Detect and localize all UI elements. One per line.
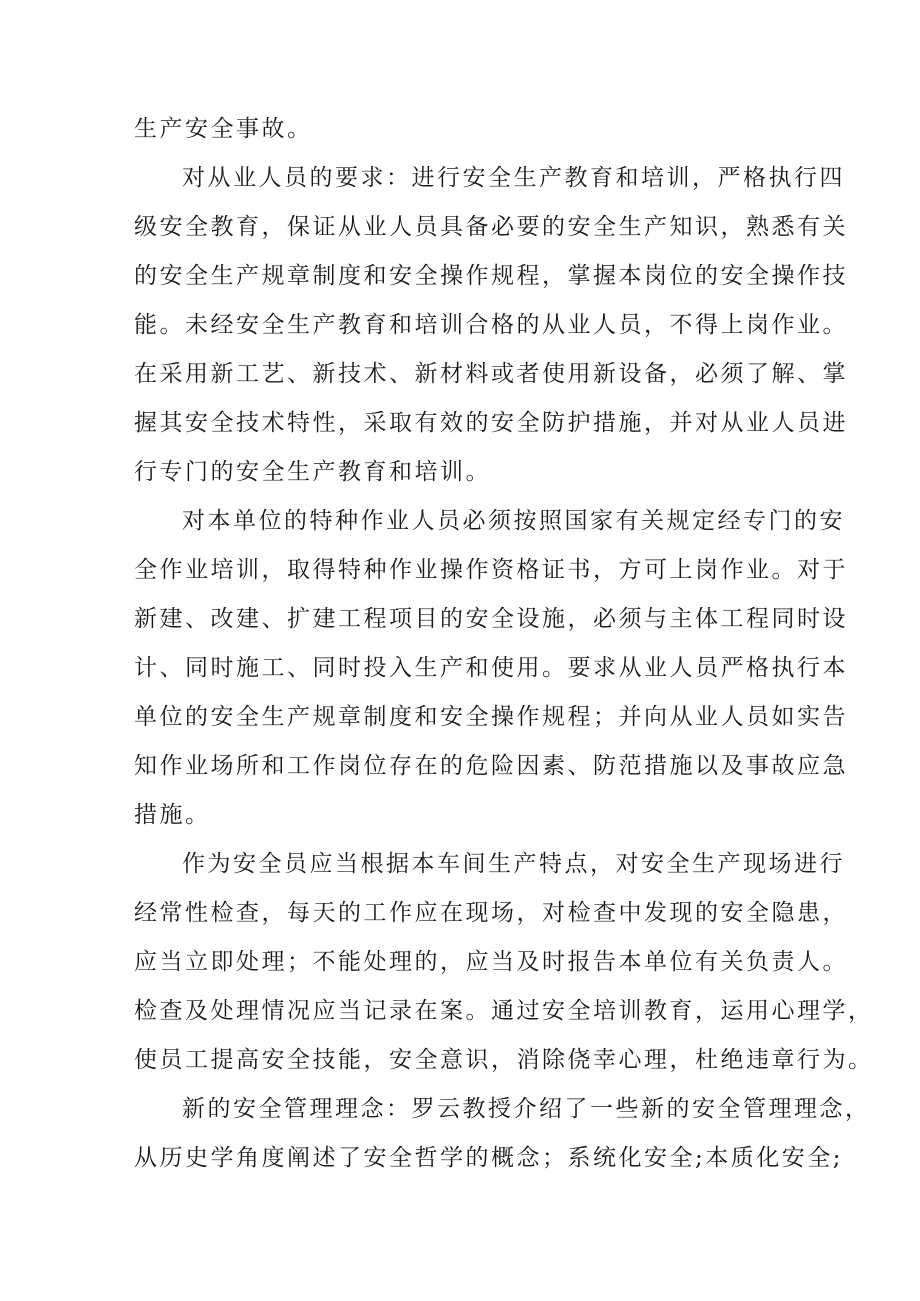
text-line: 应当立即处理；不能处理的，应当及时报告本单位有关负责人。 <box>134 949 848 975</box>
paragraph-first-line: 新的安全管理理念：罗云教授介绍了一些新的安全管理理念， <box>182 1096 871 1122</box>
text-line: 行专门的安全生产教育和培训。 <box>134 459 491 485</box>
text-line: 全作业培训，取得特种作业操作资格证书，方可上岗作业。对于 <box>134 557 848 583</box>
text-line: 生产安全事故。 <box>134 116 313 142</box>
text-line: 检查及处理情况应当记录在案。通过安全培训教育，运用心理学， <box>134 998 874 1024</box>
paragraph-first-line: 作为安全员应当根据本车间生产特点，对安全生产现场进行 <box>182 851 845 877</box>
text-line: 握其安全技术特性，采取有效的安全防护措施，并对从业人员进 <box>134 410 848 436</box>
text-line: 计、同时施工、同时投入生产和使用。要求从业人员严格执行本 <box>134 655 848 681</box>
text-line: 使员工提高安全技能，安全意识，消除侥幸心理，杜绝违章行为。 <box>134 1047 874 1073</box>
text-line: 能。未经安全生产教育和培训合格的从业人员，不得上岗作业。 <box>134 312 848 338</box>
text-line: 从历史学角度阐述了安全哲学的概念；系统化安全;本质化安全; <box>134 1145 843 1171</box>
text-line: 的安全生产规章制度和安全操作规程，掌握本岗位的安全操作技 <box>134 263 848 289</box>
text-line: 级安全教育，保证从业人员具备必要的安全生产知识，熟悉有关 <box>134 214 848 240</box>
text-line: 经常性检查，每天的工作应在现场，对检查中发现的安全隐患， <box>134 900 848 926</box>
paragraph-first-line: 对本单位的特种作业人员必须按照国家有关规定经专门的安 <box>182 508 845 534</box>
text-line: 知作业场所和工作岗位存在的危险因素、防范措施以及事故应急 <box>134 753 848 779</box>
paragraph-first-line: 对从业人员的要求：进行安全生产教育和培训，严格执行四 <box>182 165 845 191</box>
text-line: 在采用新工艺、新技术、新材料或者使用新设备，必须了解、掌 <box>134 361 848 387</box>
text-line: 措施。 <box>134 802 211 828</box>
text-line: 单位的安全生产规章制度和安全操作规程；并向从业人员如实告 <box>134 704 848 730</box>
text-line: 新建、改建、扩建工程项目的安全设施，必须与主体工程同时设 <box>134 606 848 632</box>
